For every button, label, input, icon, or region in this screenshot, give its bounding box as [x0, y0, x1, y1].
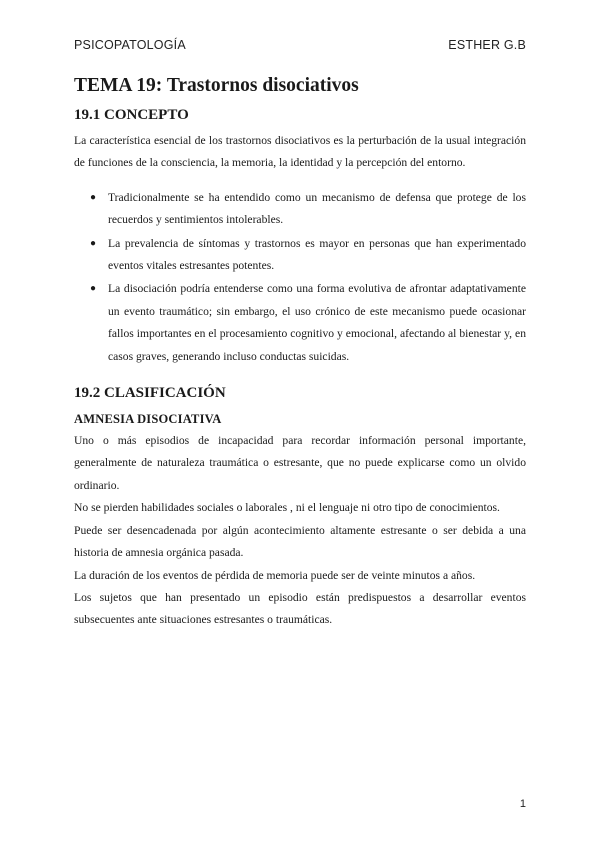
header-subject: PSICOPATOLOGÍA — [74, 38, 186, 52]
amnesia-paragraph: Los sujetos que han presentado un episodio están predispuestos a desarrollar eventos subsecuentes ante situaciones estresantes o traumáticas. — [74, 590, 526, 627]
header-author: ESTHER G.B — [448, 38, 526, 52]
bullet-text: La disociación podría entenderse como una forma evolutiva de afrontar adaptativamente un evento traumático; sin embargo, el uso crónico de este mecanismo puede ocasionar fallos importantes en el procesamiento cognitivo y emocional, afectando al bienestar y, en casos graves, generando incluso conductas suicidas. — [108, 282, 526, 363]
bullet-item — [90, 187, 526, 232]
document-title: TEMA 19: Trastornos disociativos — [74, 75, 359, 96]
concepto-bullet-list — [74, 187, 526, 368]
bullet-dot-icon: ● — [90, 191, 97, 203]
section-heading-clasificacion: 19.2 CLASIFICACIÓN — [74, 385, 226, 402]
bullet-dot-icon: ● — [90, 237, 97, 249]
bullet-item — [90, 278, 526, 368]
amnesia-paragraph: No se pierden habilidades sociales o laborales , ni el lenguaje ni otro tipo de conocimientos. — [74, 501, 500, 515]
document-body — [74, 72, 526, 632]
bullet-dot-icon: ● — [90, 283, 97, 295]
section-heading-concepto: 19.1 CONCEPTO — [74, 107, 189, 123]
amnesia-paragraph: Puede ser desencadenada por algún acontecimiento altamente estresante o ser debida a una historia de amnesia orgánica pasada. — [74, 523, 526, 560]
page-header — [74, 38, 526, 52]
bullet-text: La prevalencia de síntomas y trastornos es mayor en personas que han experimentado eventos vitales estresantes potentes. — [108, 236, 526, 273]
bullet-text: Tradicionalmente se ha entendido como un mecanismo de defensa que protege de los recuerdos y sentimientos intolerables. — [108, 190, 526, 227]
amnesia-paragraph: Uno o más episodios de incapacidad para recordar información personal importante, generalmente de naturaleza traumática o estresante, que no puede explicarse como un olvido ordinario. — [74, 434, 526, 492]
bullet-item — [90, 233, 526, 278]
amnesia-paragraph: La duración de los eventos de pérdida de memoria puede ser de veinte minutos a años. — [74, 568, 476, 582]
section-clasificacion — [74, 382, 526, 632]
subheading-amnesia-disociativa: AMNESIA DISOCIATIVA — [74, 412, 222, 427]
concepto-intro-paragraph: La característica esencial de los trastornos disociativos es la perturbación de la usual integración de funciones de la consciencia, la memoria, la identidad y la percepción del entorno. — [74, 134, 526, 170]
page-number: 1 — [519, 798, 526, 810]
